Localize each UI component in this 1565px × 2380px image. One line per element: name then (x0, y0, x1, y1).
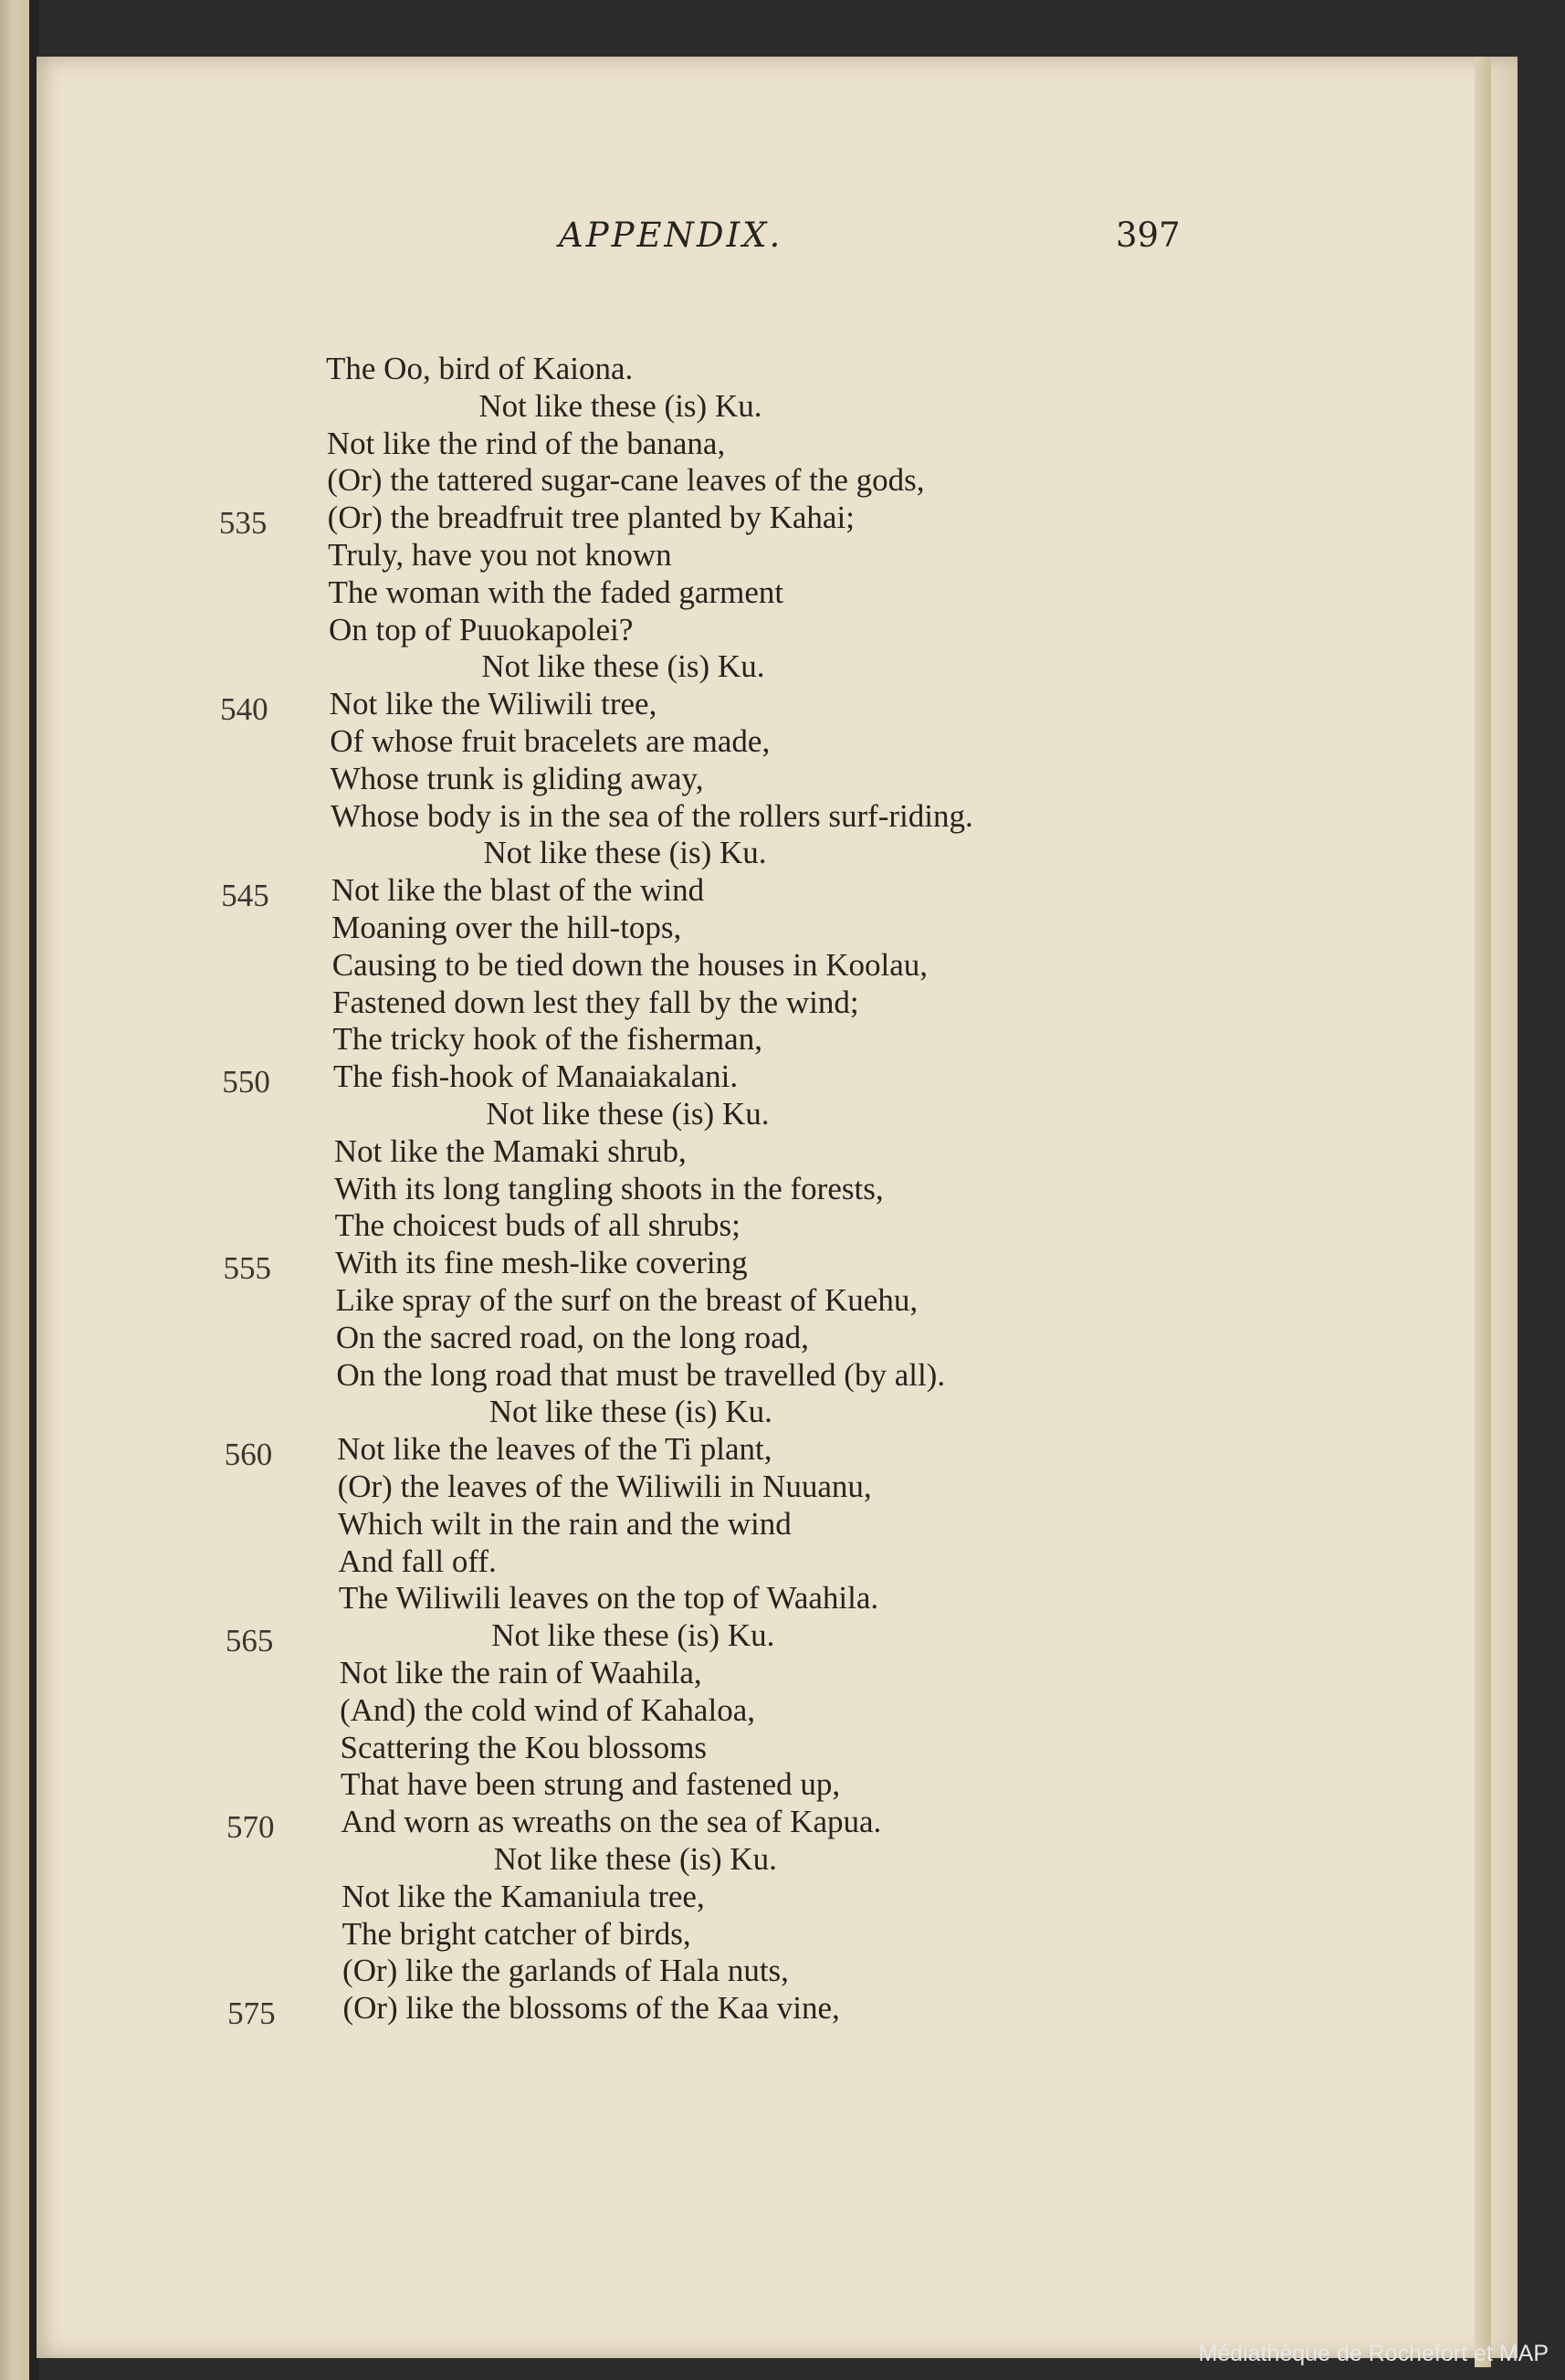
poem-line: (Or) the breadfruit tree planted by Kahai; (327, 500, 855, 536)
poem-line: Like spray of the surf on the breast of Kuehu, (335, 1282, 919, 1318)
poem-line: The Wiliwili leaves on the top of Waahila. (338, 1580, 879, 1617)
refrain-line: Not like these (is) Ku. (486, 1096, 770, 1132)
refrain-line: Not like these (is) Ku. (493, 1841, 777, 1877)
poem-line: Not like the blast of the wind (331, 872, 705, 909)
line-number: 550 (222, 1064, 270, 1100)
poem-line: (Or) like the blossoms of the Kaa vine, (342, 1990, 840, 2027)
poem-line: Scattering the Kou blossoms (340, 1729, 708, 1765)
poem-line: The Oo, bird of Kaiona. (326, 351, 634, 386)
poem-line: And worn as wreaths on the sea of Kapua. (341, 1804, 882, 1840)
poem-line: Whose trunk is gliding away, (330, 760, 704, 796)
poem-line: On top of Puuokapolei? (328, 611, 634, 648)
line-number: 545 (221, 878, 269, 914)
poem-line: With its long tangling shoots in the forests, (334, 1170, 884, 1206)
poem-line: The fish-hook of Manaiakalani. (332, 1058, 739, 1095)
facing-page-edge (0, 0, 29, 2380)
poem-line: On the sacred road, on the long road, (335, 1319, 809, 1355)
line-number: 565 (225, 1623, 274, 1659)
refrain-line: Not like these (is) Ku. (483, 835, 767, 871)
poem-line: Fastened down lest they fall by the wind; (332, 984, 859, 1020)
poem-line: Moaning over the hill-tops, (331, 910, 682, 945)
poem-line: On the long road that must be travelled (by all). (336, 1356, 946, 1393)
line-number: 540 (220, 691, 268, 728)
poem-line: Not like the leaves of the Ti plant, (337, 1431, 772, 1468)
line-number: 555 (223, 1250, 272, 1287)
line-number: 535 (218, 505, 268, 542)
poem-line: Not like the Mamaki shrub, (333, 1132, 687, 1169)
poem-line: (And) the cold wind of Kahaloa, (340, 1691, 755, 1728)
poem-line: That have been strung and fastened up, (340, 1766, 841, 1803)
poem-line: Causing to be tied down the houses in Koolau, (331, 946, 929, 983)
poem-line: Which wilt in the rain and the wind (338, 1505, 792, 1542)
line-number: 575 (227, 1996, 276, 2032)
poem-line: (Or) like the garlands of Hala nuts, (342, 1953, 789, 1989)
poem-line: Whose body is in the sea of the rollers surf-riding. (331, 797, 973, 834)
poem-line: Not like the Wiliwili tree, (329, 686, 657, 722)
line-number: 570 (226, 1809, 275, 1846)
page-number: 397 (1116, 216, 1181, 255)
poem-line: Not like the rind of the banana, (326, 425, 726, 461)
page-fore-edge (1475, 57, 1491, 2367)
poem-line: The tricky hook of the fisherman, (332, 1021, 762, 1058)
poem-line: The woman with the faded garment (328, 574, 784, 610)
refrain-line: Not like these (is) Ku. (481, 648, 765, 685)
poem-line: Not like the Kamaniula tree, (341, 1878, 705, 1914)
running-title: APPENDIX. (559, 216, 783, 255)
poem-line: Truly, have you not known (328, 537, 672, 573)
library-credit: Médiathèque de Rochefort et MAP (1198, 2341, 1549, 2366)
refrain-line: Not like these (is) Ku. (491, 1617, 775, 1654)
refrain-line: Not like these (is) Ku. (478, 387, 762, 424)
line-number: 560 (224, 1437, 273, 1473)
poem-line: And fall off. (338, 1543, 497, 1579)
poem-line: Not like the rain of Waahila, (339, 1655, 702, 1690)
poem-line: The bright catcher of birds, (341, 1915, 691, 1952)
poem-line: With its fine mesh-like covering (335, 1245, 748, 1281)
refrain-line: Not like these (is) Ku. (488, 1394, 772, 1430)
poem-line: Of whose fruit bracelets are made, (330, 723, 771, 759)
poem-line: (Or) the tattered sugar-cane leaves of the gods, (327, 462, 925, 499)
poem-line: The choicest buds of all shrubs; (334, 1207, 740, 1244)
poem-line: (Or) the leaves of the Wiliwili in Nuuanu, (337, 1469, 872, 1504)
